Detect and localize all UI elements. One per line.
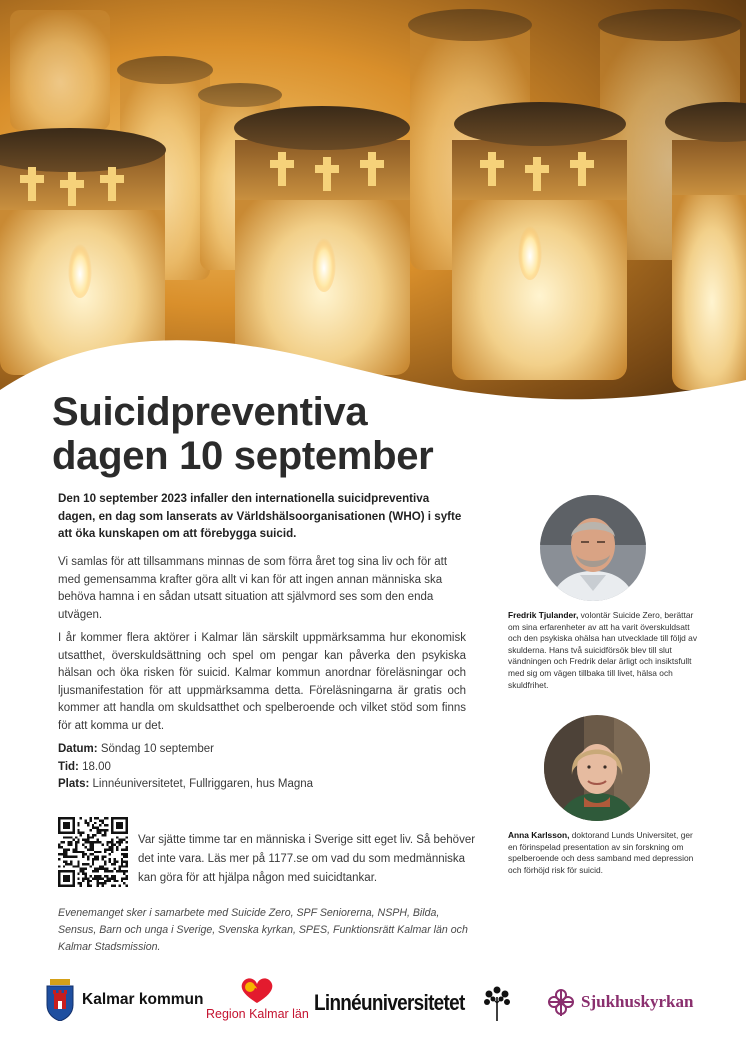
kalmar-kommun-logo[interactable]: [46, 979, 203, 1021]
lead-paragraph: Den 10 september 2023 infaller den internationella suicidpreventiva dagen, en dag som lanserats av Världshälsoorganisationen (WHO) i syfte att öka kunskapen om att förebygga suicid.: [58, 492, 462, 540]
linnaea-flower-icon: [483, 985, 511, 1021]
date-value: Söndag 10 september: [100, 743, 214, 755]
linneuniversitetet-logo[interactable]: [314, 985, 511, 1021]
partner-logos: [0, 975, 746, 1035]
speaker-1-photo: [540, 495, 646, 601]
speaker-2-name: Anna Karlsson,: [508, 830, 570, 840]
page-title: [52, 390, 492, 478]
event-details: [58, 741, 458, 794]
kalmar-coat-of-arms-icon: [46, 979, 74, 1021]
date-label: Datum:: [58, 743, 98, 755]
intro-paragraph: Vi samlas för att tillsammans minnas de som förra året tog sina liv och för att med gemensamma krafter göra allt vi kan för att ingen annan människa ska behöva hamna i en sådan utsatt situation att självmord ses som den enda utvägen.: [58, 556, 448, 621]
linneuniversitetet-name: Linnéuniversitetet: [314, 990, 465, 1015]
sjukhuskyrkan-name: Sjukhuskyrkan: [581, 992, 694, 1011]
event-place: [58, 776, 458, 794]
sjukhuskyrkan-logo[interactable]: [546, 987, 693, 1017]
event-time: [58, 759, 458, 777]
place-label: Plats:: [58, 778, 90, 790]
time-label: Tid:: [58, 760, 79, 773]
speaker-2-bio: [508, 830, 698, 876]
qr-code[interactable]: [58, 817, 128, 887]
qr-info-text: Var sjätte timme tar en människa i Sverige sitt eget liv. Så behöver det inte vara. Läs mer på 1177.se om vad du som medmänniska kan göra för att hjälpa någon med suicidtankar.: [138, 834, 476, 884]
speaker-1-name: Fredrik Tjulander,: [508, 610, 579, 620]
region-kalmar-name: Region Kalmar län: [206, 1007, 309, 1021]
partners-note: Evenemanget sker i samarbete med Suicide Zero, SPF Seniorerna, NSPH, Bilda, Sensus, Barn och unga i Sverige, Svenska kyrkan, SPES, Funktionsrätt Kalmar län och Kalmar Stadsmission.: [58, 907, 468, 953]
place-value: Linnéuniversitetet, Fullriggaren, hus Magna: [92, 778, 314, 790]
title-line-2: dagen 10 september: [52, 434, 434, 478]
kalmar-kommun-name: Kalmar kommun: [82, 991, 204, 1008]
speaker-1-bio: [508, 610, 698, 691]
event-paragraph: I år kommer flera aktörer i Kalmar län särskilt uppmärksamma hur ekonomisk utsatthet, överskuldsättning och spel om pengar kan påverka den psykiska hälsan och öka risken för suicid. Kalmar kommun anordnar föreläsningar och ljusmanifestation för att uppmärksamma detta. Föreläsningarna är gratis och kommer att handla om skuldsatthet och spelberoende och vilket stöd som finns för att komma ur det.: [58, 632, 466, 732]
sjukhuskyrkan-cross-icon: [546, 987, 576, 1017]
time-value: 18.00: [82, 760, 111, 773]
title-line-1: Suicidpreventiva: [52, 390, 368, 434]
hero-candles-image: [0, 0, 746, 440]
speaker-1-description: volontär Suicide Zero, berättar om sina erfarenheter av att ha varit överskuldsatt och den psykiska ohälsa han utvecklade till följd av skulderna. Hans två suicidförsök blev till slut vändningen och Fredrik delar ärligt och insiktsfullt med sig om vägen tillbaka till livet, hälsa och skuldfrihet.: [508, 610, 698, 690]
speaker-2-description: doktorand Lunds Universitet, ger en förinspelad presentation av sin forskning om spelberoende och dess samband med depression och förhöjd risk för suicid.: [508, 830, 694, 875]
region-kalmar-logo[interactable]: [206, 975, 309, 1021]
event-date: [58, 741, 458, 759]
speaker-2-photo: [544, 715, 650, 821]
region-heart-icon: [238, 975, 276, 1005]
